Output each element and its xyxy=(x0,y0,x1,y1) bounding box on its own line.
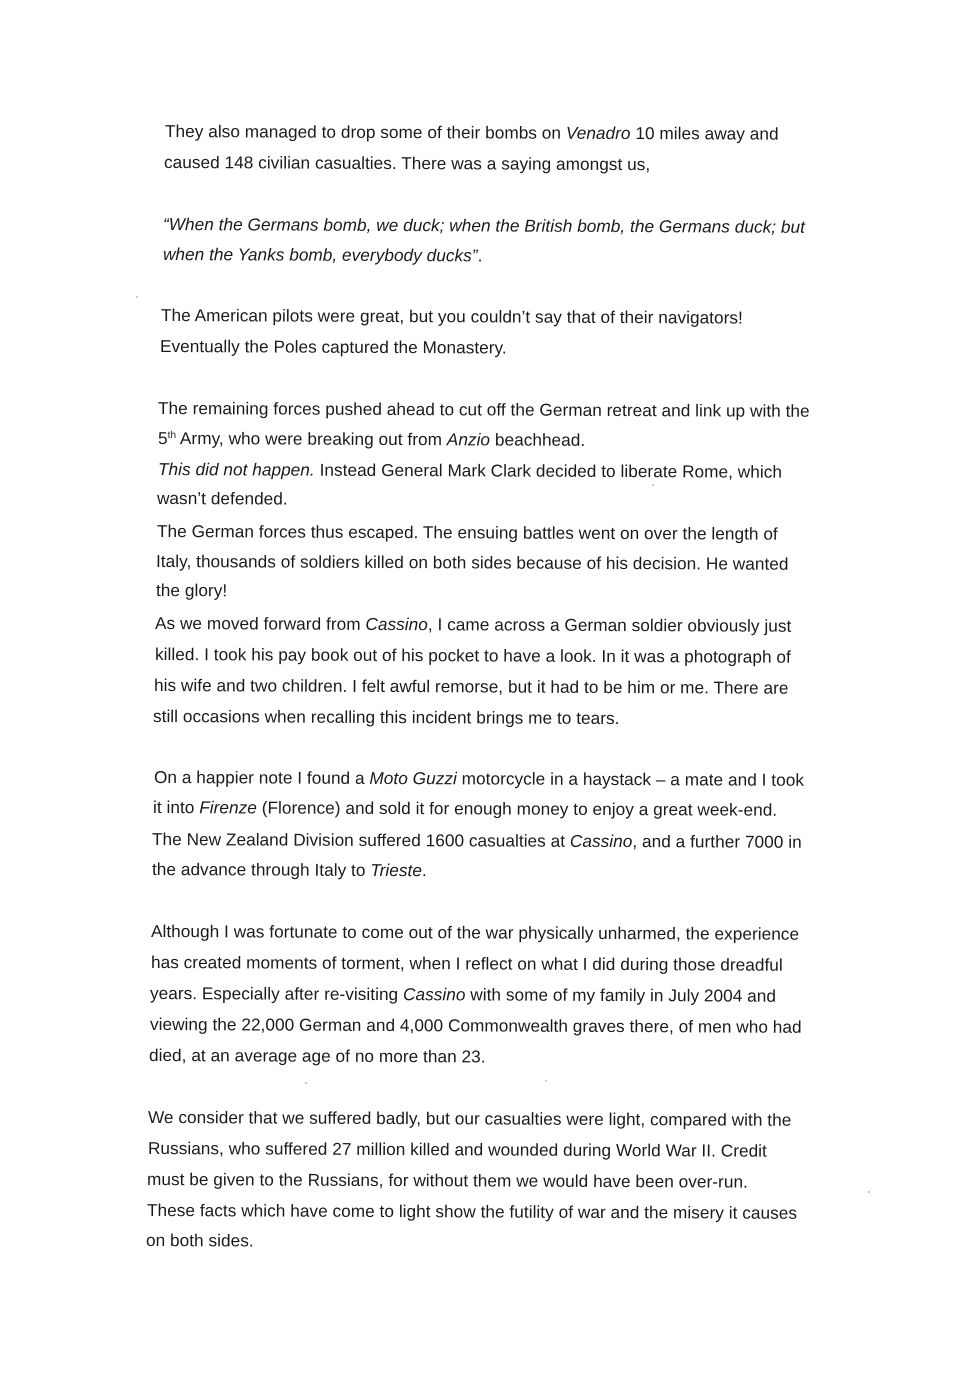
text-line xyxy=(153,796,777,821)
text-line xyxy=(149,1044,486,1067)
text-line xyxy=(161,304,743,329)
scan-speck xyxy=(136,296,138,298)
text-line xyxy=(158,397,810,422)
text-line xyxy=(154,674,789,699)
scan-speck xyxy=(868,1191,870,1193)
text-line xyxy=(157,487,288,510)
italic-text: “When the Germans bomb, we duck; when the British bomb, the Germans duck; but xyxy=(162,214,806,237)
text-run: As we moved forward from xyxy=(154,613,366,634)
text-line xyxy=(154,766,804,791)
text-run: still occasions when recalling this incident brings me to tears. xyxy=(152,706,620,729)
text-run: the advance through Italy to xyxy=(151,859,371,880)
text-run: his wife and two children. I felt awful remorse, but it had to be him or me. There are xyxy=(153,675,789,698)
text-run: The remaining forces pushed ahead to cut off the German retreat and link up with the xyxy=(157,398,810,421)
text-run: Army, who were breaking out from xyxy=(176,428,447,450)
text-line xyxy=(163,213,805,238)
text-line xyxy=(156,550,789,575)
text-run: viewing the 22,000 German and 4,000 Commonwealth graves there, of men who had xyxy=(149,1014,802,1037)
text-run: it into xyxy=(152,797,200,818)
text-line xyxy=(157,520,778,545)
text-run: motorcycle in a haystack – a mate and I took xyxy=(456,768,805,790)
scan-speck xyxy=(652,484,654,486)
italic-text: Anzio xyxy=(446,429,491,450)
text-run: caused 148 civilian casualties. There was a saying amongst us, xyxy=(163,152,651,175)
text-line xyxy=(146,1229,254,1251)
text-line xyxy=(164,151,650,175)
text-run: years. Especially after re-visiting xyxy=(149,983,404,1005)
text-line xyxy=(163,243,483,266)
text-run: on both sides. xyxy=(145,1230,254,1251)
text-line xyxy=(155,612,791,637)
text-run: Instead General Mark Clark decided to liberate Rome, which xyxy=(314,459,783,482)
text-line xyxy=(153,705,620,729)
italic-text: Venadro xyxy=(565,122,631,144)
text-run: . xyxy=(477,245,483,266)
text-line xyxy=(148,1137,767,1162)
text-line xyxy=(152,858,427,881)
text-run: , and a further 7000 in xyxy=(632,831,802,852)
text-run: Although I was fortunate to come out of the war physically unharmed, the experience xyxy=(150,921,800,944)
text-run: The American pilots were great, but you couldn’t say that of their navigators! xyxy=(160,305,743,328)
text-run: died, at an average age of no more than 23. xyxy=(148,1045,486,1067)
text-run: (Florence) and sold it for enough money to enjoy a great week-end. xyxy=(256,797,778,820)
text-run: Russians, who suffered 27 million killed and wounded during World War II. Credit xyxy=(147,1138,767,1161)
italic-text: This did not happen. xyxy=(157,459,315,480)
text-run: with some of my family in July 2004 and xyxy=(465,984,777,1006)
text-line xyxy=(151,951,783,976)
text-line xyxy=(150,982,776,1007)
text-line xyxy=(158,427,585,451)
text-line xyxy=(158,458,782,483)
text-run: has created moments of torment, when I reflect on what I did during those dreadful xyxy=(150,952,783,975)
italic-text: Firenze xyxy=(199,797,257,818)
italic-text: Cassino xyxy=(569,830,633,852)
text-line xyxy=(160,335,507,359)
text-run: They also managed to drop some of their bombs on xyxy=(164,121,566,143)
text-run: On a happier note I found a xyxy=(153,767,370,788)
text-line xyxy=(165,120,779,145)
text-line xyxy=(156,579,227,601)
text-line xyxy=(150,1013,802,1038)
text-line xyxy=(151,920,799,945)
text-run: We consider that we suffered badly, but our casualties were light, compared with the xyxy=(147,1107,792,1130)
italic-text: when the Yanks bomb, everybody ducks” xyxy=(162,244,478,266)
text-line xyxy=(147,1168,748,1193)
text-run: killed. I took his pay book out of his pocket to have a look. In it was a photograph of xyxy=(154,644,791,667)
text-run: 5 xyxy=(157,428,168,449)
italic-text: Cassino xyxy=(402,984,466,1005)
italic-text: Cassino xyxy=(365,613,428,635)
text-line xyxy=(152,828,802,853)
text-run: . xyxy=(421,860,427,881)
scan-speck xyxy=(305,1082,307,1084)
text-run: 10 miles away and xyxy=(630,123,779,144)
text-run: The German forces thus escaped. The ensuing battles went on over the length of xyxy=(156,521,778,544)
italic-text: Moto Guzzi xyxy=(369,767,457,789)
text-run: , I came across a German soldier obviously just xyxy=(427,614,792,636)
superscript-text: th xyxy=(167,430,177,442)
text-run: the glory! xyxy=(155,580,228,601)
text-line xyxy=(155,643,791,668)
text-run: wasn’t defended. xyxy=(156,488,288,509)
text-run: Eventually the Poles captured the Monastery. xyxy=(159,336,507,358)
text-run: These facts which have come to light show the futility of war and the misery it causes xyxy=(146,1200,798,1223)
text-run: beachhead. xyxy=(490,429,586,450)
text-run: The New Zealand Division suffered 1600 casualties at xyxy=(151,829,570,851)
text-run: Italy, thousands of soldiers killed on both sides because of his decision. He wanted xyxy=(155,551,789,574)
text-run: must be given to the Russians, for without them we would have been over-run. xyxy=(146,1169,748,1192)
scan-speck xyxy=(545,1080,547,1082)
italic-text: Trieste xyxy=(370,859,423,881)
text-line xyxy=(148,1106,791,1131)
text-line xyxy=(147,1199,797,1224)
